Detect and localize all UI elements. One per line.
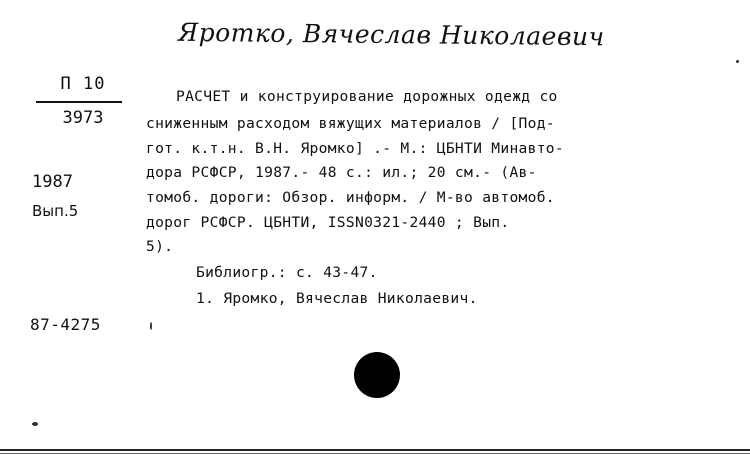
shelf-number: 3973 bbox=[62, 108, 104, 128]
description-line: сниженным расходом вяжущих материалов / [Под- bbox=[146, 115, 555, 132]
card-bottom-edge bbox=[0, 447, 750, 457]
description-line: томоб. дороги: Обзор. информ. / М-во автомоб. bbox=[146, 189, 555, 206]
inventory-number: 87-4275 bbox=[30, 315, 101, 334]
classification-code: П 10 bbox=[60, 74, 106, 94]
subject-entry: 1. Яромко, Вячеслав Николаевич. bbox=[196, 290, 478, 307]
punch-hole bbox=[354, 352, 400, 398]
handwritten-heading: Яротко, Вячеслав Николаевич bbox=[177, 17, 605, 52]
ink-speck bbox=[736, 60, 739, 63]
shelf-divider bbox=[36, 101, 122, 103]
ink-speck bbox=[150, 322, 152, 330]
bibliography-note: Библиогр.: с. 43-47. bbox=[196, 264, 378, 281]
description-line: 5). bbox=[146, 238, 174, 255]
description-line: дора РСФСР, 1987.- 48 с.: ил.; 20 см.- (Ав- bbox=[146, 164, 537, 181]
issue-number: Вып.5 bbox=[32, 202, 79, 220]
description-line: дорог РСФСР. ЦБНТИ, ISSN0321-2440 ; Вып. bbox=[146, 214, 510, 231]
ink-speck bbox=[32, 422, 38, 426]
description-line: РАСЧЕТ и конструирование дорожных одежд со bbox=[176, 88, 558, 105]
description-line: гот. к.т.н. В.Н. Яромко] .- М.: ЦБНТИ Минавто- bbox=[146, 140, 564, 157]
publication-year: 1987 bbox=[32, 172, 73, 192]
